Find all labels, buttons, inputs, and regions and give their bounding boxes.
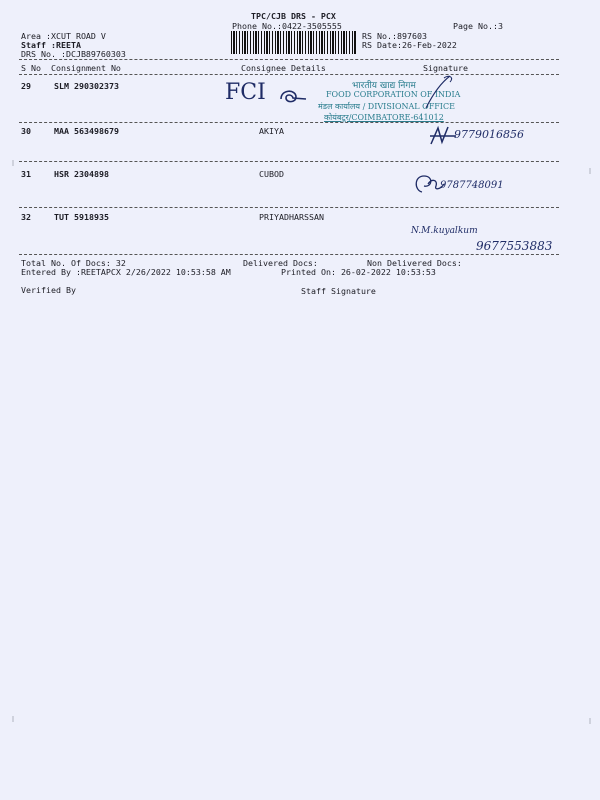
document-title: TPC/CJB DRS - PCX (251, 11, 336, 21)
printed-on: Printed On: 26-02-2022 10:53:53 (281, 267, 436, 277)
area-label: Area :XCUT ROAD V (21, 31, 106, 41)
handwritten-fci: FCI (225, 80, 266, 105)
total-docs: Total No. Of Docs: 32 (21, 258, 126, 268)
row-sno: 32 (21, 212, 31, 222)
column-header-consignment: Consignment No (51, 63, 121, 73)
barcode (231, 31, 357, 54)
row-sno: 31 (21, 169, 31, 179)
staff-label: Staff :REETA (21, 40, 81, 50)
divider (19, 122, 559, 123)
non-delivered-docs: Non Delivered Docs: (367, 258, 462, 268)
rs-date: RS Date:26-Feb-2022 (362, 40, 457, 50)
divider (19, 207, 559, 208)
handwritten-phone: 9677553883 (476, 239, 553, 253)
row-consignee: AKIYA (259, 126, 284, 136)
divider (19, 74, 559, 75)
verified-by-label: Verified By (21, 285, 76, 295)
page-number: Page No.:3 (453, 21, 503, 31)
handwritten-name: N.M.kuyalkum (411, 226, 478, 236)
row-consignment: MAA 563498679 (54, 126, 119, 136)
scan-mark (589, 168, 591, 174)
rs-number: RS No.:897603 (362, 31, 427, 41)
row-consignee: PRIYADHARSSAN (259, 212, 324, 222)
column-header-sno: S No (21, 63, 41, 73)
scan-mark (589, 718, 591, 724)
staff-signature-label: Staff Signature (301, 286, 376, 296)
row-sno: 29 (21, 81, 31, 91)
row-sno: 30 (21, 126, 31, 136)
row-consignment: SLM 290302373 (54, 81, 119, 91)
drs-number: DRS No. :DCJB89760303 (21, 49, 126, 59)
phone-number: Phone No.:0422-3505555 (232, 21, 342, 31)
handwritten-phone: 9779016856 (454, 128, 524, 141)
row-consignment: HSR 2304898 (54, 169, 109, 179)
signature-scribble (420, 72, 460, 112)
handwritten-phone: 9787748091 (440, 180, 504, 191)
scan-mark (12, 160, 14, 166)
entered-by: Entered By :REETAPCX 2/26/2022 10:53:58 AM (21, 267, 231, 277)
divider (19, 254, 559, 255)
stamp-location: कोयंबटूर/COIMBATORE-641012 (324, 113, 444, 122)
delivered-docs: Delivered Docs: (243, 258, 318, 268)
row-consignment: TUT 5918935 (54, 212, 109, 222)
divider (19, 161, 559, 162)
column-header-consignee: Consignee Details (241, 63, 326, 73)
handwritten-initials (278, 87, 308, 107)
stamp-office: मंडल कार्यालय / DIVISIONAL OFFICE (318, 102, 455, 111)
stamp-hindi-title: भारतीय खाद्य निगम (352, 81, 416, 91)
stamp-org-name: FOOD CORPORATION OF INDIA (326, 90, 461, 99)
divider (19, 59, 559, 60)
row-consignee: CUBOD (259, 169, 284, 179)
scan-mark (12, 716, 14, 722)
column-header-signature: Signature (423, 63, 468, 73)
